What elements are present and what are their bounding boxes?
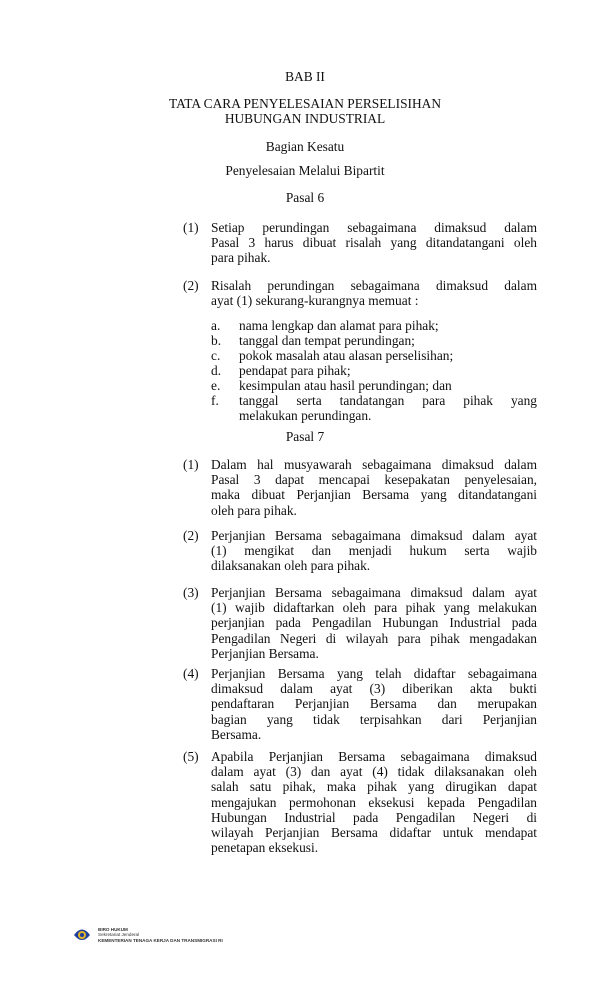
text-line: melakukan perundingan. <box>239 408 372 424</box>
text-line: Pengadilan Negeri di wilayah para pihak mengadakan <box>211 630 537 646</box>
pasal-7-heading: Pasal 7 <box>285 429 325 444</box>
text-line: Risalah perundingan sebagaimana dimaksud dalam <box>211 278 537 293</box>
chapter-title-line-1: TATA CARA PENYELESAIAN PERSELISIHAN <box>168 96 441 111</box>
text-line: pokok masalah atau alasan perselisihan; <box>239 348 454 363</box>
paragraph-number: (5) <box>183 749 199 764</box>
paragraph-text <box>211 666 537 742</box>
footer-line-1: BIRO HUKUM <box>98 927 128 933</box>
footer-line-3: KEMENTERIAN TENAGA KERJA DAN TRANSMIGRASI RI <box>98 937 223 943</box>
list-text <box>239 318 537 333</box>
text-line: Perjanjian Bersama yang telah didaftar sebagaimana <box>211 666 537 681</box>
list-letter: d. <box>211 363 222 378</box>
list-letter: a. <box>211 318 221 333</box>
text-line: Perjanjian Bersama sebagaimana dimaksud dalam ayat <box>211 585 537 600</box>
text-line: mengajukan permohonan eksekusi kepada Pengadilan <box>211 794 537 810</box>
text-line: dalam ayat (3) dan ayat (4) tidak dilaksanakan oleh <box>211 764 537 780</box>
text-line: bagian yang tidak terpisahkan dari Perjanjian <box>211 711 537 727</box>
part-heading: Bagian Kesatu <box>265 139 345 154</box>
list-text <box>239 378 537 393</box>
paragraph-text <box>211 457 537 518</box>
pasal-6-heading: Pasal 6 <box>285 190 325 205</box>
text-line: Hubungan Industrial pada Pengadilan Negeri di <box>211 809 537 825</box>
text-line: salah satu pihak, maka pihak yang dirugikan dapat <box>211 779 537 795</box>
footer-logo-block <box>72 926 223 944</box>
list-letter: b. <box>211 333 222 348</box>
paragraph-text <box>211 220 537 266</box>
text-line: wilayah Perjanjian Bersama didaftar untuk mendapat <box>211 824 537 840</box>
paragraph-number: (1) <box>183 220 199 235</box>
list-text <box>239 393 537 423</box>
chapter-title-line-2: HUBUNGAN INDUSTRIAL <box>224 111 386 126</box>
list-letter: f. <box>211 393 219 408</box>
list-text <box>239 348 537 363</box>
text-line: ayat (1) sekurang-kurangnya memuat : <box>211 293 419 309</box>
list-letter: e. <box>211 378 221 393</box>
ministry-emblem-icon <box>72 926 92 944</box>
text-line: Perjanjian Bersama. <box>211 645 319 661</box>
text-line: penetapan eksekusi. <box>211 840 319 856</box>
text-line: perjanjian pada Pengadilan Hubungan Industrial pada <box>211 615 537 631</box>
text-line: Setiap perundingan sebagaimana dimaksud dalam <box>211 220 537 235</box>
text-line: (1) wajib didaftarkan oleh para pihak yang melakukan <box>211 600 537 616</box>
text-line: kesimpulan atau hasil perundingan; dan <box>239 378 452 393</box>
text-line: Perjanjian Bersama sebagaimana dimaksud dalam ayat <box>211 528 537 543</box>
text-line: Pasal 3 harus dibuat risalah yang ditandatangani oleh <box>211 235 537 251</box>
list-text <box>239 333 537 348</box>
text-line: Apabila Perjanjian Bersama sebagaimana dimaksud <box>211 749 537 764</box>
paragraph-number: (4) <box>183 666 199 681</box>
text-line: para pihak. <box>211 250 271 266</box>
text-line: dilaksanakan oleh para pihak. <box>211 558 371 574</box>
text-line: tanggal serta tandatangan para pihak yang <box>239 393 537 408</box>
paragraph-text <box>211 528 537 574</box>
paragraph-text <box>211 749 537 855</box>
paragraph-text <box>211 585 537 661</box>
text-line: nama lengkap dan alamat para pihak; <box>239 318 439 333</box>
paragraph-number: (2) <box>183 278 199 293</box>
list-letter: c. <box>211 348 221 363</box>
paragraph-text <box>211 278 537 308</box>
chapter-heading: BAB II <box>285 69 325 84</box>
text-line: dimaksud dalam ayat (3) diberikan akta bukti <box>211 681 537 697</box>
text-line: pendaftaran Perjanjian Bersama dan merupakan <box>211 696 537 712</box>
paragraph-number: (2) <box>183 528 199 543</box>
text-line: pendapat para pihak; <box>239 363 351 378</box>
part-title: Penyelesaian Melalui Bipartit <box>225 163 385 178</box>
footer-line-2: Sekretariat Jenderal <box>98 932 140 938</box>
paragraph-number: (1) <box>183 457 199 472</box>
paragraph-number: (3) <box>183 585 199 600</box>
list-text <box>239 363 537 378</box>
text-line: (1) mengikat dan menjadi hukum serta wajib <box>211 543 537 559</box>
text-line: oleh para pihak. <box>211 502 297 518</box>
text-line: Pasal 3 dapat mencapai kesepakatan penyelesaian, <box>211 472 537 488</box>
text-line: Bersama. <box>211 726 262 742</box>
text-line: maka dibuat Perjanjian Bersama yang ditandatangani <box>211 487 537 503</box>
text-line: tanggal dan tempat perundingan; <box>239 333 415 348</box>
text-line: Dalam hal musyawarah sebagaimana dimaksud dalam <box>211 457 537 472</box>
